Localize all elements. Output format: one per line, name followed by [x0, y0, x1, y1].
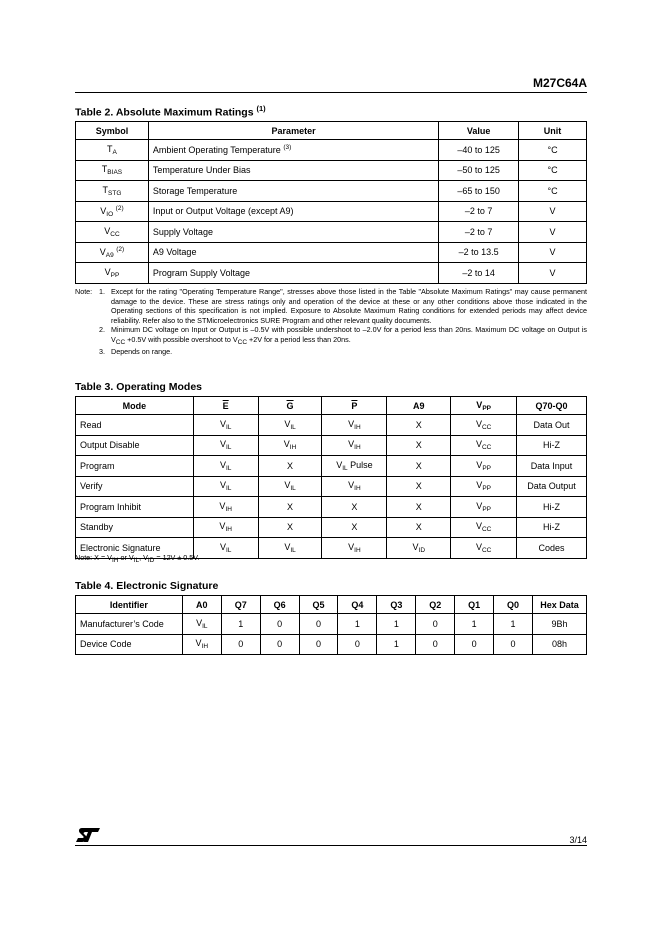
table-row [76, 140, 587, 161]
note-number: 1. [99, 287, 105, 296]
g-cell: X [258, 517, 322, 538]
q-cell: Hi-Z [517, 497, 587, 518]
document-part-number: M27C64A [532, 76, 587, 90]
table2-caption-ref: (1) [256, 104, 266, 113]
value-cell: –2 to 7 [439, 222, 519, 243]
vpp-cell: $V_{PP}$ [451, 456, 517, 477]
value-cell: –2 to 7 [439, 201, 519, 222]
vpp-cell: $V_{PP}$ [451, 476, 517, 497]
col-header-q4: Q4 [338, 596, 377, 614]
g-cell: X [258, 456, 322, 477]
col-header-a9: A9 [387, 397, 451, 415]
a9-cell: X [387, 497, 451, 518]
col-header-q3: Q3 [377, 596, 416, 614]
mode-cell: Standby [76, 517, 194, 538]
absolute-max-ratings-table [75, 121, 587, 284]
q-cell: Hi-Z [517, 435, 587, 456]
col-header-q: Q70-Q0 [517, 397, 587, 415]
parameter-cell: Temperature Under Bias [148, 160, 438, 181]
col-header-unit: Unit [519, 122, 587, 140]
bit-cell: 0 [416, 614, 455, 635]
e-cell: $V_{IL}$ [193, 476, 258, 497]
parameter-cell: Supply Voltage [148, 222, 438, 243]
table-row [76, 614, 587, 635]
hex-cell: 9Bh [533, 614, 587, 635]
col-header-p: $\overline{P}$ [322, 397, 387, 415]
value-cell: –40 to 125 [439, 140, 519, 161]
q-cell: Data Output [517, 476, 587, 497]
col-header-q2: Q2 [416, 596, 455, 614]
col-header-vpp: $V_{PP}$ [451, 397, 517, 415]
table3-note: Note: $X = V_{IH}$ or $V_{IL}$, $V_{ID} = 12V \pm 0.5V$. [75, 553, 200, 564]
mode-cell: Program Inhibit [76, 497, 194, 518]
unit-cell: °C [519, 181, 587, 202]
a0-cell: $V_{IH}$ [182, 634, 221, 655]
header-rule [75, 92, 587, 93]
table-row [76, 435, 587, 456]
a9-cell: X [387, 415, 451, 436]
bit-cell: 1 [377, 634, 416, 655]
g-cell: $V_{IL}$ [258, 538, 322, 559]
bit-cell: 0 [260, 614, 299, 635]
col-header-value: Value [439, 122, 519, 140]
unit-cell: V [519, 222, 587, 243]
bit-cell: 0 [338, 634, 377, 655]
col-header-symbol: Symbol [76, 122, 149, 140]
col-header-q6: Q6 [260, 596, 299, 614]
vpp-cell: $V_{CC}$ [451, 435, 517, 456]
footer-rule [75, 845, 587, 846]
parameter-cell: A9 Voltage [148, 242, 438, 263]
bit-cell: 0 [299, 634, 338, 655]
p-cell: X [322, 497, 387, 518]
unit-cell: °C [519, 160, 587, 181]
col-header-q1: Q1 [455, 596, 494, 614]
a0-cell: $V_{IL}$ [182, 614, 221, 635]
col-header-q5: Q5 [299, 596, 338, 614]
parameter-cell: Program Supply Voltage [148, 263, 438, 284]
mode-cell: Electronic Signature [76, 538, 194, 559]
identifier-cell: Manufacturer’s Code [76, 614, 183, 635]
symbol-cell: $V_{CC}$ [76, 222, 149, 243]
e-cell: $V_{IL}$ [193, 456, 258, 477]
table2-notes [75, 287, 587, 357]
a9-cell: X [387, 435, 451, 456]
col-header-q0: Q0 [494, 596, 533, 614]
vpp-cell: $V_{PP}$ [451, 497, 517, 518]
parameter-cell: Storage Temperature [148, 181, 438, 202]
a9-cell: X [387, 476, 451, 497]
col-header-identifier: Identifier [76, 596, 183, 614]
vpp-cell: $V_{CC}$ [451, 538, 517, 559]
symbol-cell: $T_{BIAS}$ [76, 160, 149, 181]
g-cell: $V_{IH}$ [258, 435, 322, 456]
col-header-hex-data: Hex Data [533, 596, 587, 614]
bit-cell: 0 [299, 614, 338, 635]
unit-cell: V [519, 201, 587, 222]
mode-cell: Verify [76, 476, 194, 497]
table-row [76, 415, 587, 436]
p-cell: X [322, 517, 387, 538]
hex-cell: 08h [533, 634, 587, 655]
table-row [76, 497, 587, 518]
parameter-cell: Ambient Operating Temperature $^{(3)}$ [148, 140, 438, 161]
bit-cell: 0 [221, 634, 260, 655]
p-cell: $V_{IH}$ [322, 476, 387, 497]
bit-cell: 1 [338, 614, 377, 635]
bit-cell: 0 [260, 634, 299, 655]
unit-cell: °C [519, 140, 587, 161]
value-cell: –65 to 150 [439, 181, 519, 202]
note-number: 2. [99, 325, 105, 334]
symbol-cell: $T_A$ [76, 140, 149, 161]
bit-cell: 1 [494, 614, 533, 635]
a9-cell: X [387, 517, 451, 538]
q-cell: Hi-Z [517, 517, 587, 538]
table-row [76, 242, 587, 263]
p-cell: $V_{IL}$ Pulse [322, 456, 387, 477]
table4-caption: Table 4. Electronic Signature [75, 580, 219, 592]
page-number: 3/14 [569, 835, 587, 845]
operating-modes-table [75, 396, 587, 559]
col-header-g: $\overline{G}$ [258, 397, 322, 415]
bit-cell: 0 [455, 634, 494, 655]
table-row [76, 160, 587, 181]
q-cell: Codes [517, 538, 587, 559]
e-cell: $V_{IH}$ [193, 497, 258, 518]
a9-cell: $V_{ID}$ [387, 538, 451, 559]
unit-cell: V [519, 242, 587, 263]
e-cell: $V_{IL}$ [193, 538, 258, 559]
e-cell: $V_{IL}$ [193, 435, 258, 456]
table2-caption [75, 104, 266, 119]
bit-cell: 1 [221, 614, 260, 635]
mode-cell: Program [76, 456, 194, 477]
bit-cell: 0 [416, 634, 455, 655]
mode-cell: Output Disable [76, 435, 194, 456]
table2-caption-text: Table 2. Absolute Maximum Ratings [75, 106, 254, 119]
g-cell: $V_{IL}$ [258, 476, 322, 497]
vpp-cell: $V_{CC}$ [451, 517, 517, 538]
q-cell: Data Input [517, 456, 587, 477]
table-row [76, 181, 587, 202]
value-cell: –50 to 125 [439, 160, 519, 181]
bit-cell: 1 [377, 614, 416, 635]
symbol-cell: $V_{PP}$ [76, 263, 149, 284]
col-header-e: $\overline{E}$ [193, 397, 258, 415]
p-cell: $V_{IH}$ [322, 538, 387, 559]
col-header-a0: A0 [182, 596, 221, 614]
q-cell: Data Out [517, 415, 587, 436]
note-3: Depends on range. [111, 347, 173, 356]
table3-caption: Table 3. Operating Modes [75, 381, 202, 393]
p-cell: $V_{IH}$ [322, 435, 387, 456]
col-header-mode: Mode [76, 397, 194, 415]
note-2: Minimum DC voltage on Input or Output is –0.5V with possible undershoot to –2.0V for a period less than 20ns. Maximum DC voltage on Output is $V_{CC} +0.5V$ with possible overshoot to $V_{CC} +2V$ for a period less than 20ns. [111, 325, 587, 346]
symbol-cell: $V_{A9}$ $^{(2)}$ [76, 242, 149, 263]
e-cell: $V_{IL}$ [193, 415, 258, 436]
parameter-cell: Input or Output Voltage (except A9) [148, 201, 438, 222]
col-header-parameter: Parameter [148, 122, 438, 140]
g-cell: X [258, 497, 322, 518]
notes-label: Note: [75, 287, 93, 296]
identifier-cell: Device Code [76, 634, 183, 655]
col-header-q7: Q7 [221, 596, 260, 614]
p-cell: $V_{IH}$ [322, 415, 387, 436]
table-row [76, 634, 587, 655]
table-row [76, 263, 587, 284]
bit-cell: 0 [494, 634, 533, 655]
table-row [76, 201, 587, 222]
note-number: 3. [99, 347, 105, 356]
value-cell: –2 to 14 [439, 263, 519, 284]
table-row [76, 476, 587, 497]
a9-cell: X [387, 456, 451, 477]
mode-cell: Read [76, 415, 194, 436]
value-cell: –2 to 13.5 [439, 242, 519, 263]
e-cell: $V_{IH}$ [193, 517, 258, 538]
electronic-signature-table [75, 595, 587, 655]
table-row [76, 517, 587, 538]
symbol-cell: $T_{STG}$ [76, 181, 149, 202]
vpp-cell: $V_{CC}$ [451, 415, 517, 436]
table-row [76, 456, 587, 477]
note-1: Except for the rating "Operating Temperature Range", stresses above those listed in the Table "Absolute Maximum Ratings" may cause permanent damage to the device. These are stress ratings only and operation of the device at these or any other conditions above those indicated in the Operating sections of this specification is not implied. Exposure to Absolute Maximum Rating conditions for extended periods may affect device reliability. Refer also to the STMicroelectronics SURE Program and other relevant quality documents. [111, 287, 587, 325]
g-cell: $V_{IL}$ [258, 415, 322, 436]
table-row [76, 222, 587, 243]
unit-cell: V [519, 263, 587, 284]
symbol-cell: $V_{IO}$ $^{(2)}$ [76, 201, 149, 222]
bit-cell: 1 [455, 614, 494, 635]
